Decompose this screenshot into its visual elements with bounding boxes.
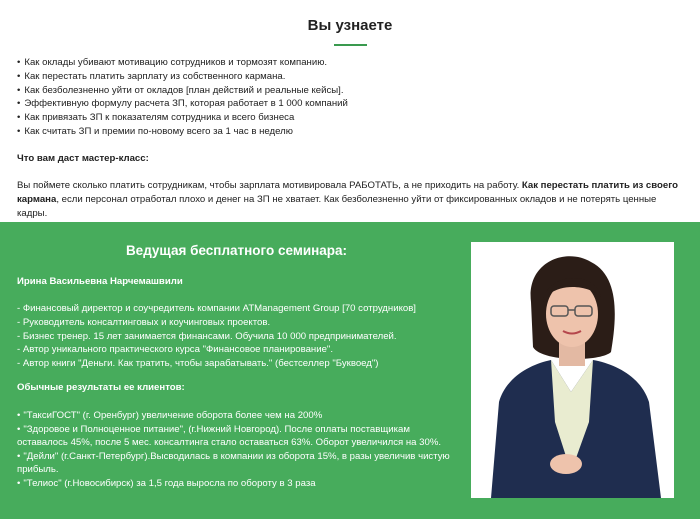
list-item: - Автор книги "Деньги. Как тратить, чтобы зарабатывать." (бестселлер "Буквоед") <box>17 358 379 370</box>
list-item: • Как оклады убивают мотивацию сотрудников и тормозят компанию. <box>17 56 348 70</box>
list-item: • "ТаксиГОСТ" (г. Оренбург) увеличение оборота более чем на 200% <box>17 409 457 423</box>
presenter-photo <box>471 242 674 498</box>
list-item: - Руководитель консалтинговых и коучинговых проектов. <box>17 316 271 328</box>
info-section <box>0 0 700 222</box>
list-item: • "Телиос" (г.Новосибирск) за 1,5 года выросла по обороту в 3 раза <box>17 477 457 491</box>
results-heading: Обычные результаты ее клиентов: <box>17 382 185 393</box>
list-item: • "Здоровое и Полноценное питание", (г.Нижний Новгород). После оплаты поставщикам оставалось 45%, после 5 мес. консалтинга стало оставаться 63%. Оборот увеличился на 30%. <box>17 423 457 450</box>
presenter-facts <box>17 302 416 371</box>
presenter-heading: Ведущая бесплатного семинара: <box>125 243 348 258</box>
list-item: • Как перестать платить зарплату из собственного кармана. <box>17 70 348 84</box>
learn-list <box>17 56 348 139</box>
list-item: - Финансовый директор и соучредитель компании ATManagement Group [70 сотрудников] <box>17 303 416 314</box>
paragraph-highlight: Как перестать платить из своего кармана <box>17 180 678 205</box>
benefits-heading: Что вам даст мастер-класс: <box>17 153 149 164</box>
list-item: - Бизнес тренер. 15 лет занимается финансами. Обучила 10 000 предпринимателей. <box>17 330 397 342</box>
list-item: • Эффективную формулу расчета ЗП, которая работает в 1 000 компаний <box>17 97 348 111</box>
results-list <box>17 409 457 491</box>
section-title: Вы узнаете <box>307 17 393 34</box>
paragraph-text: Вы поймете сколько платить сотрудникам, чтобы зарплата мотивировала РАБОТАТЬ, а не приходить на работу. <box>17 180 522 191</box>
list-item: - Автор уникального практического курса "Финансовое планирование". <box>17 344 333 356</box>
title-underline <box>334 44 367 46</box>
benefits-paragraph <box>17 179 689 221</box>
list-item: • Как привязать ЗП к показателям сотрудника и всего бизнеса <box>17 111 348 125</box>
paragraph-text: , если персонал отработал плохо и денег на ЗП не хватает. Как безболезненно уйти от фиксированных окладов и не потерять ценные кадры. <box>17 194 657 219</box>
presenter-section <box>0 222 700 519</box>
presenter-portrait-icon <box>471 242 674 498</box>
list-item: • Как считать ЗП и премии по-новому всего за 1 час в неделю <box>17 125 348 139</box>
list-item: • Как безболезненно уйти от окладов [план действий и реальные кейсы]. <box>17 84 348 98</box>
presenter-name: Ирина Васильевна Нарчемашвили <box>17 276 183 287</box>
list-item: • "Дейли" (г.Санкт-Петербург).Высводилась в компании из оборота 15%, в разы увеличив чистую прибыль. <box>17 450 457 477</box>
